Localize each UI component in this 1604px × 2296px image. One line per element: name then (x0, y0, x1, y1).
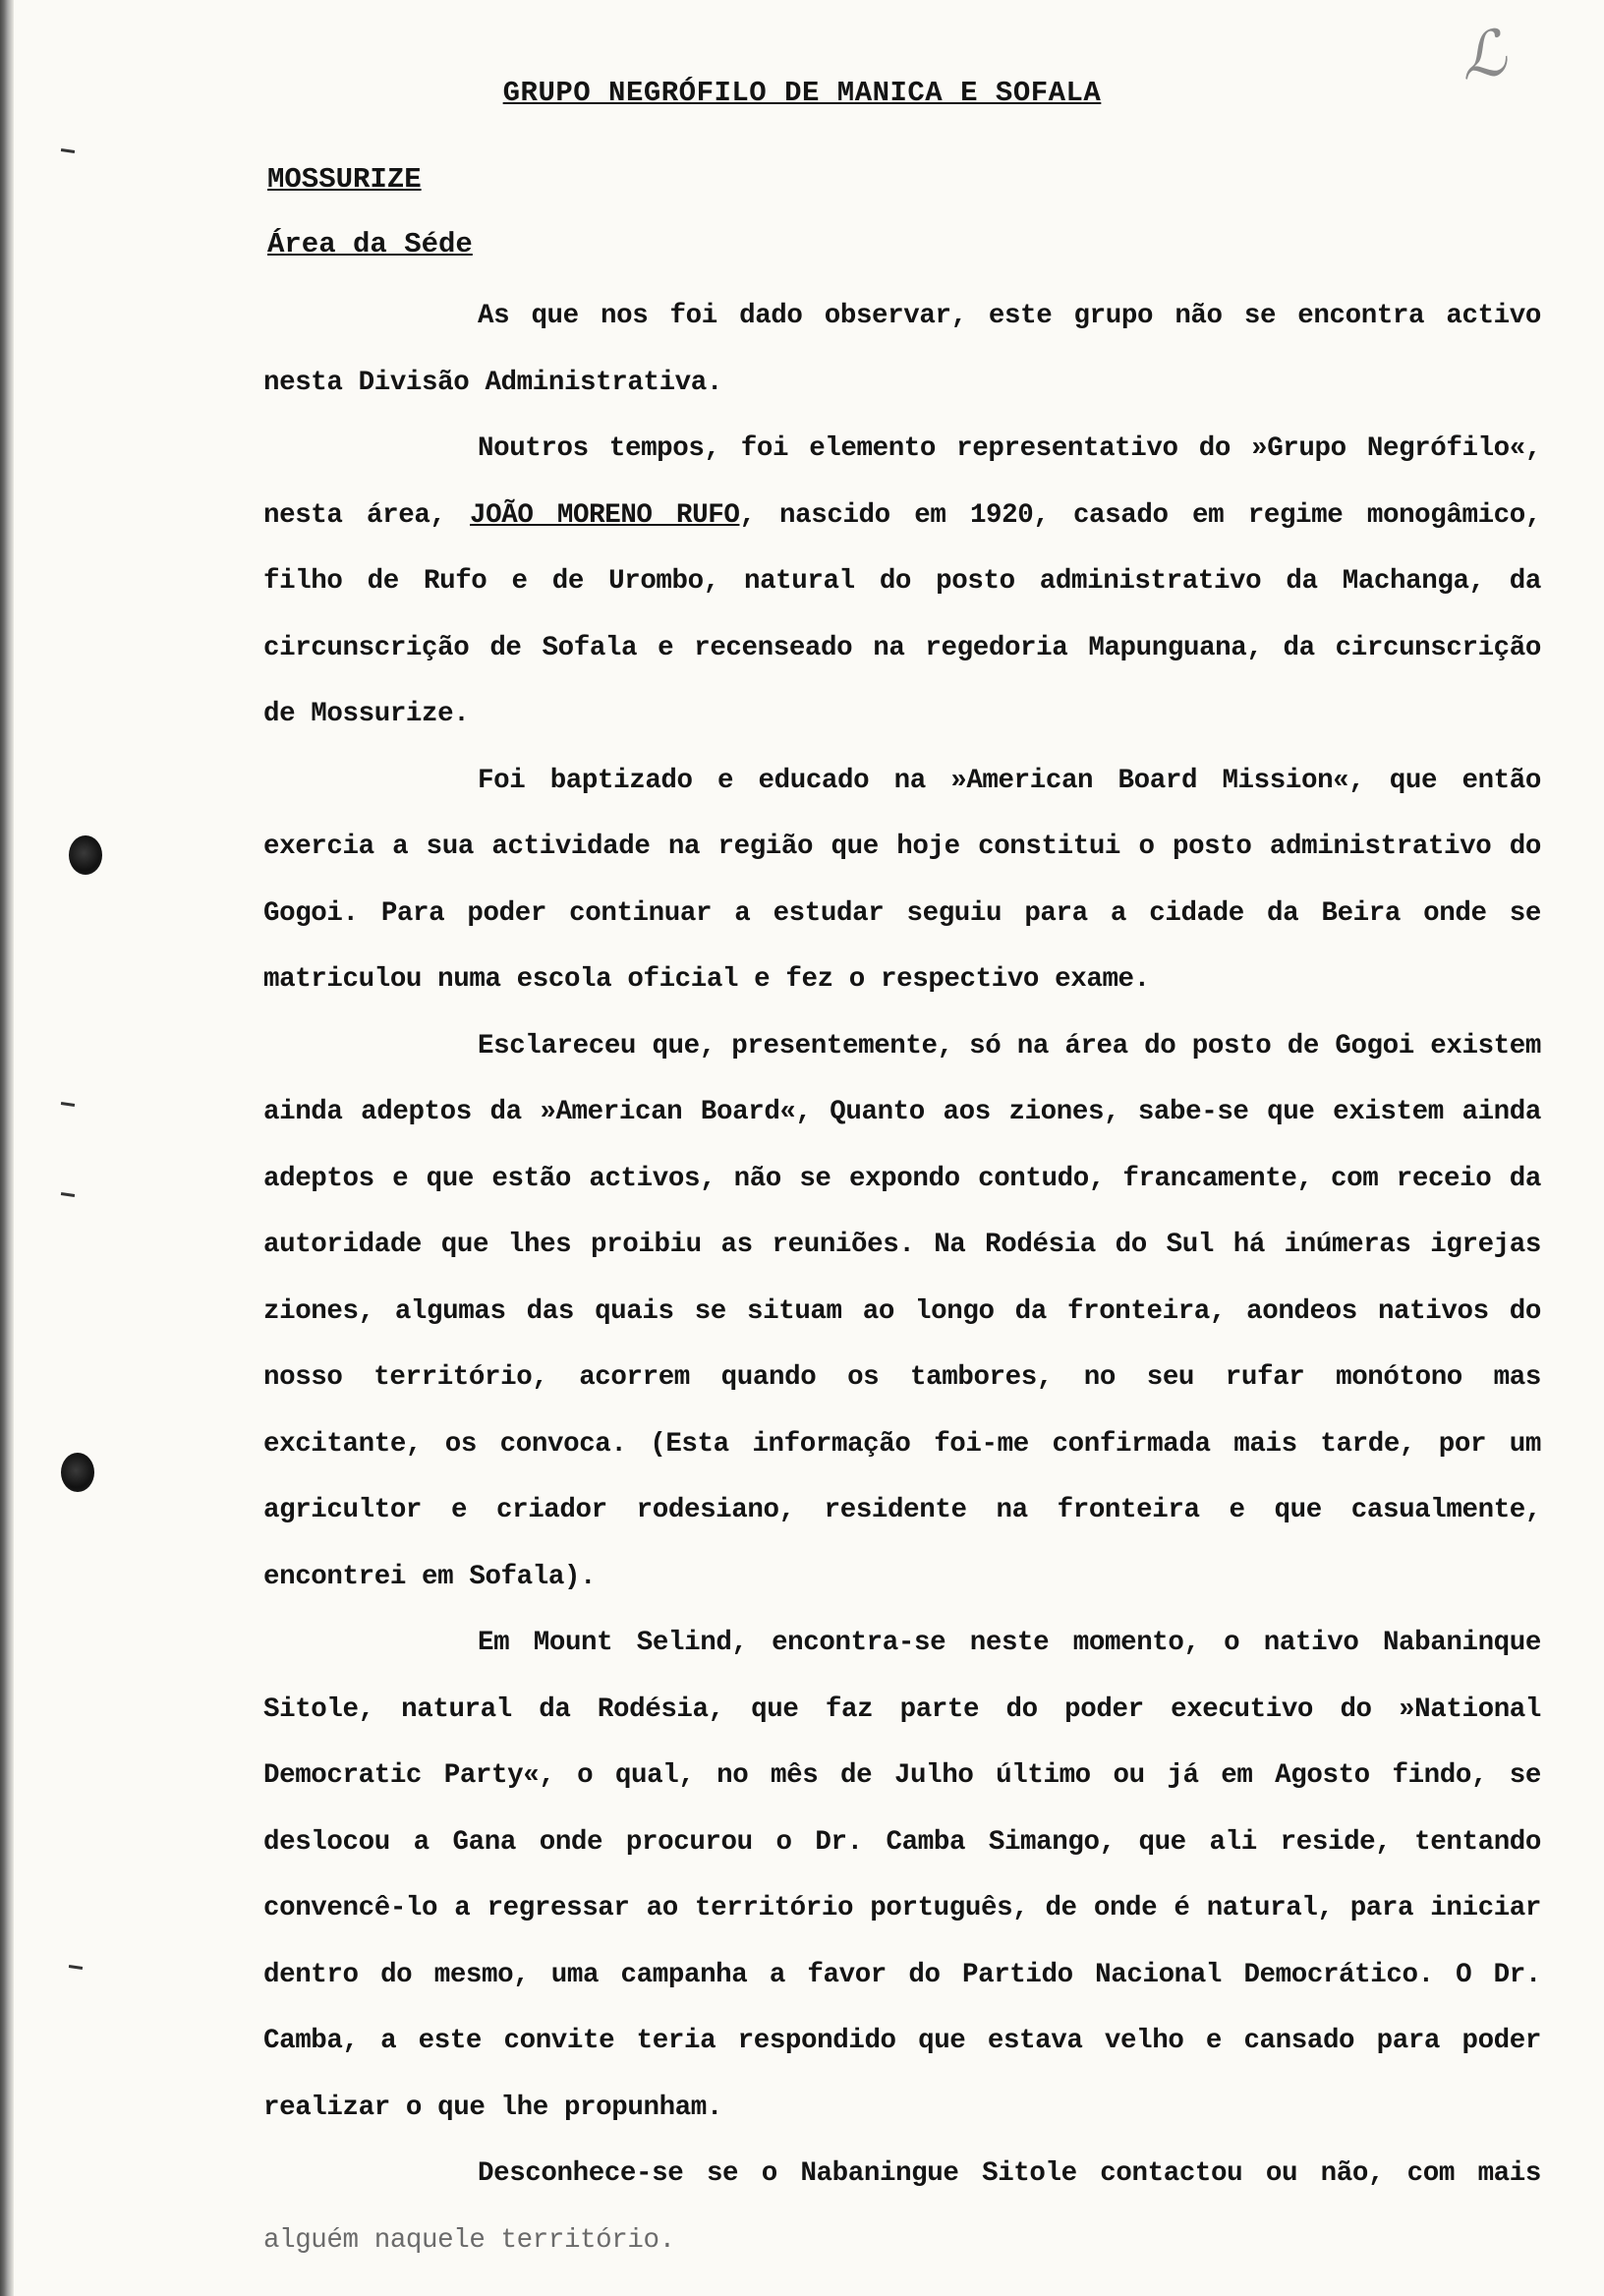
paragraph-text: Noutros tempos, foi elemento representativo do »Grupo Negrófilo«, nesta área, (263, 433, 1541, 531)
subsection-heading: Área da Séde (267, 228, 473, 260)
punch-hole-top (69, 835, 102, 875)
paragraph: Esclareceu que, presentemente, só na área do posto de Gogoi existem ainda adeptos da »American Board«, Quanto aos ziones, sabe-se que existem ainda adeptos e que estão activos, não se expondo contudo, francamente, com receio da autoridade que lhes proibiu as reuniões. Na Rodésia do Sul há inúmeras igrejas ziones, algumas das quais se situam ao longo da fronteira, aondeos nativos do nosso território, acorrem quando os tambores, no seu rufar monótono mas excitante, os convoca. (Esta informação foi-me confirmada mais tarde, por um agricultor e criador rodesiano, residente na fronteira e que casualmente, encontrei em Sofala). (263, 1030, 1541, 1592)
handwritten-page-mark: ℒ (1455, 17, 1511, 95)
paragraph: Foi baptizado e educado na »American Board Mission«, que então exercia a sua actividade na região que hoje constitui o posto administrativo do Gogoi. Para poder continuar a estudar seguiu para a cidade da Beira onde se matriculou numa escola oficial e fez o respectivo exame. (263, 765, 1541, 995)
paragraph (263, 416, 1541, 748)
margin-mark (69, 1965, 83, 1970)
paragraph-text: Desconhece-se se o Nabaningue Sitole contactou ou não, com mais (478, 2158, 1541, 2189)
paragraph: Em Mount Selind, encontra-se neste momento, o nativo Nabaninque Sitole, natural da Rodésia, que faz parte do poder executivo do »National Democratic Party«, o qual, no mês de Julho último ou já em Agosto findo, se deslocou a Gana onde procurou o Dr. Camba Simango, que ali reside, tentando convencê-lo a regressar ao território português, de onde é natural, para iniciar dentro do mesmo, uma campanha a favor do Partido Nacional Democrático. O Dr. Camba, a este convite teria respondido que estava velho e cansado para poder realizar o que lhe propunham. (263, 1628, 1541, 2123)
punch-hole-bottom (61, 1453, 94, 1492)
margin-mark (61, 148, 75, 153)
paragraph: As que nos foi dado observar, este grupo não se encontra activo nesta Divisão Administrativa. (263, 301, 1541, 398)
report-body (263, 283, 1541, 2273)
faded-text: alguém naquele território. (263, 2224, 675, 2256)
margin-mark (61, 1192, 75, 1197)
margin-mark (61, 1102, 75, 1107)
paragraph-text: , nascido em 1920, casado em regime monogâmico, filho de Rufo e de Urombo, natural do posto administrativo da Machanga, da circunscrição de Sofala e recenseado na regedoria Mapunguana, da circunscrição de Mossurize. (263, 499, 1541, 729)
person-name: JOÃO MORENO RUFO (470, 499, 740, 531)
document-title: GRUPO NEGRÓFILO DE MANICA E SOFALA (502, 77, 1102, 109)
section-heading: MOSSURIZE (267, 163, 422, 196)
paragraph (263, 2141, 1541, 2273)
binding-edge (0, 0, 14, 2296)
